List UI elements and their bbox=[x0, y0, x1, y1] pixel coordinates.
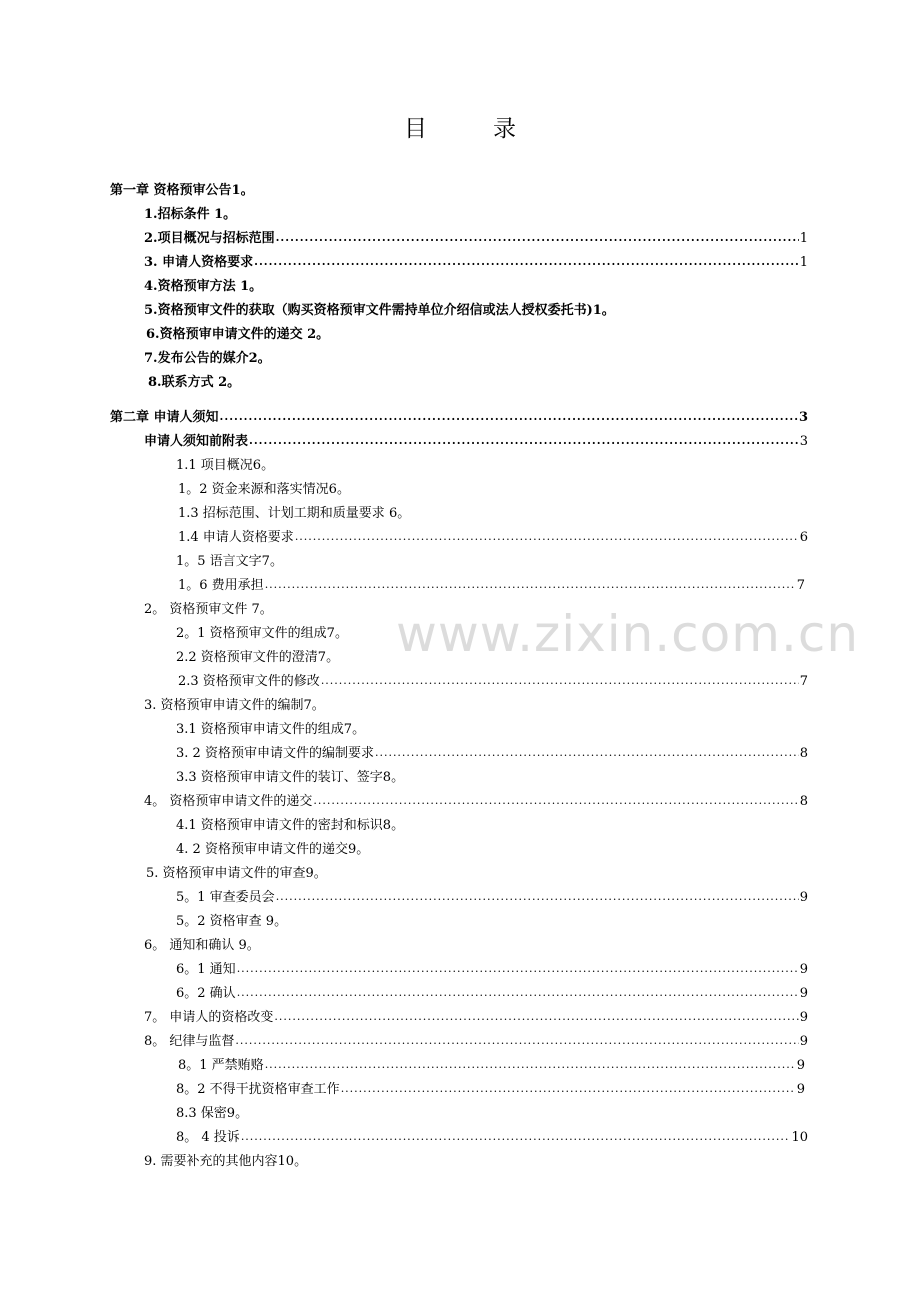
leader-dots bbox=[237, 958, 799, 980]
toc-entry[interactable]: 8.3 保密9。 bbox=[176, 1106, 249, 1121]
toc-entry[interactable]: 5。1 审查委员会 ..... 9 bbox=[176, 887, 808, 909]
page-title bbox=[0, 110, 920, 143]
leader-dots bbox=[237, 982, 799, 1004]
toc-entry[interactable]: 6。2 确认 ..... 9 bbox=[176, 983, 808, 1005]
leader-dots bbox=[375, 742, 799, 764]
toc-entry[interactable]: 2.3 资格预审文件的修改 ..... 7 bbox=[178, 671, 808, 693]
leader-dots bbox=[276, 227, 799, 249]
toc-entry[interactable]: 第一章 资格预审公告1。 bbox=[110, 183, 254, 198]
toc-entry[interactable]: 2。 资格预审文件 7。 bbox=[144, 602, 273, 617]
toc-entry[interactable]: 2.2 资格预审文件的澄清7。 bbox=[176, 650, 340, 665]
leader-dots bbox=[220, 406, 798, 428]
toc-entry[interactable]: 7.发布公告的媒介2。 bbox=[144, 351, 271, 366]
toc-entry[interactable]: 1。5 语言文字7。 bbox=[176, 554, 283, 569]
title-char-2: 录 bbox=[493, 116, 516, 142]
toc-entry[interactable]: 7。 申请人的资格改变 ..... 9 bbox=[144, 1007, 808, 1029]
leader-dots bbox=[241, 1126, 791, 1148]
title-char-1: 目 bbox=[404, 116, 427, 142]
toc-entry[interactable]: 4。 资格预审申请文件的递交 ..... 8 bbox=[144, 791, 808, 813]
leader-dots bbox=[274, 1006, 798, 1028]
toc-entry[interactable]: 1.3 招标范围、计划工期和质量要求 6。 bbox=[178, 506, 411, 521]
leader-dots bbox=[265, 574, 796, 596]
toc-entry[interactable]: 2.项目概况与招标范围 ..... 1 bbox=[144, 228, 808, 250]
leader-dots bbox=[295, 526, 799, 548]
leader-dots bbox=[341, 1078, 796, 1100]
leader-dots bbox=[249, 430, 799, 452]
toc-entry[interactable]: 3.1 资格预审申请文件的组成7。 bbox=[176, 722, 366, 737]
toc-entry[interactable]: 8。2 不得干扰资格审查工作 ..... 9 bbox=[176, 1079, 805, 1101]
toc-entry[interactable]: 4.资格预审方法 1。 bbox=[144, 279, 263, 294]
toc-entry[interactable]: 8.联系方式 2。 bbox=[148, 375, 241, 390]
toc-entry[interactable]: 4. 2 资格预审申请文件的递交9。 bbox=[176, 842, 370, 857]
toc-entry[interactable]: 5.资格预审文件的获取（购买资格预审文件需持单位介绍信或法人授权委托书)1。 bbox=[144, 303, 615, 318]
toc-entry[interactable]: 8。 4 投诉 ..... 10 bbox=[176, 1127, 808, 1149]
toc-entry[interactable]: 1.1 项目概况6。 bbox=[176, 458, 275, 473]
toc-entry[interactable]: 2。1 资格预审文件的组成7。 bbox=[176, 626, 348, 641]
toc-entry[interactable]: 3. 2 资格预审申请文件的编制要求 ..... 8 bbox=[176, 743, 808, 765]
leader-dots bbox=[313, 790, 798, 812]
leader-dots bbox=[265, 1054, 796, 1076]
toc-entry[interactable]: 申请人须知前附表 ..... 3 bbox=[144, 431, 808, 453]
toc-entry[interactable]: 1.招标条件 1。 bbox=[144, 207, 237, 222]
leader-dots bbox=[321, 670, 799, 692]
toc-entry[interactable]: 5。2 资格审查 9。 bbox=[176, 914, 288, 929]
leader-dots bbox=[254, 251, 799, 273]
toc-entry[interactable]: 1.4 申请人资格要求 ..... 6 bbox=[178, 527, 808, 549]
toc-entry[interactable]: 6。1 通知 ..... 9 bbox=[176, 959, 808, 981]
toc-entry[interactable]: 第二章 申请人须知 ..... 3 bbox=[110, 407, 808, 429]
leader-dots bbox=[235, 1030, 798, 1052]
toc-entry[interactable]: 6.资格预审申请文件的递交 2。 bbox=[146, 327, 330, 342]
toc-entry[interactable]: 9. 需要补充的其他内容10。 bbox=[144, 1154, 308, 1169]
toc-entry[interactable]: 4.1 资格预审申请文件的密封和标识8。 bbox=[176, 818, 405, 833]
toc-entry[interactable]: 3. 申请人资格要求 ..... 1 bbox=[144, 252, 808, 274]
toc-entry[interactable]: 1。6 费用承担 ..... 7 bbox=[178, 575, 805, 597]
toc-entry[interactable]: 3.3 资格预审申请文件的装订、签字8。 bbox=[176, 770, 405, 785]
toc-entry[interactable]: 6。 通知和确认 9。 bbox=[144, 938, 260, 953]
toc-entry[interactable]: 8。 纪律与监督 ..... 9 bbox=[144, 1031, 808, 1053]
toc-entry[interactable]: 5. 资格预审申请文件的审查9。 bbox=[146, 866, 327, 881]
toc-entry[interactable]: 1。2 资金来源和落实情况6。 bbox=[178, 482, 350, 497]
leader-dots bbox=[276, 886, 799, 908]
toc-entry[interactable]: 8。1 严禁贿赂 ..... 9 bbox=[178, 1055, 805, 1077]
toc-entry[interactable]: 3. 资格预审申请文件的编制7。 bbox=[144, 698, 325, 713]
watermark: www.zixin.com.cn bbox=[396, 605, 860, 663]
